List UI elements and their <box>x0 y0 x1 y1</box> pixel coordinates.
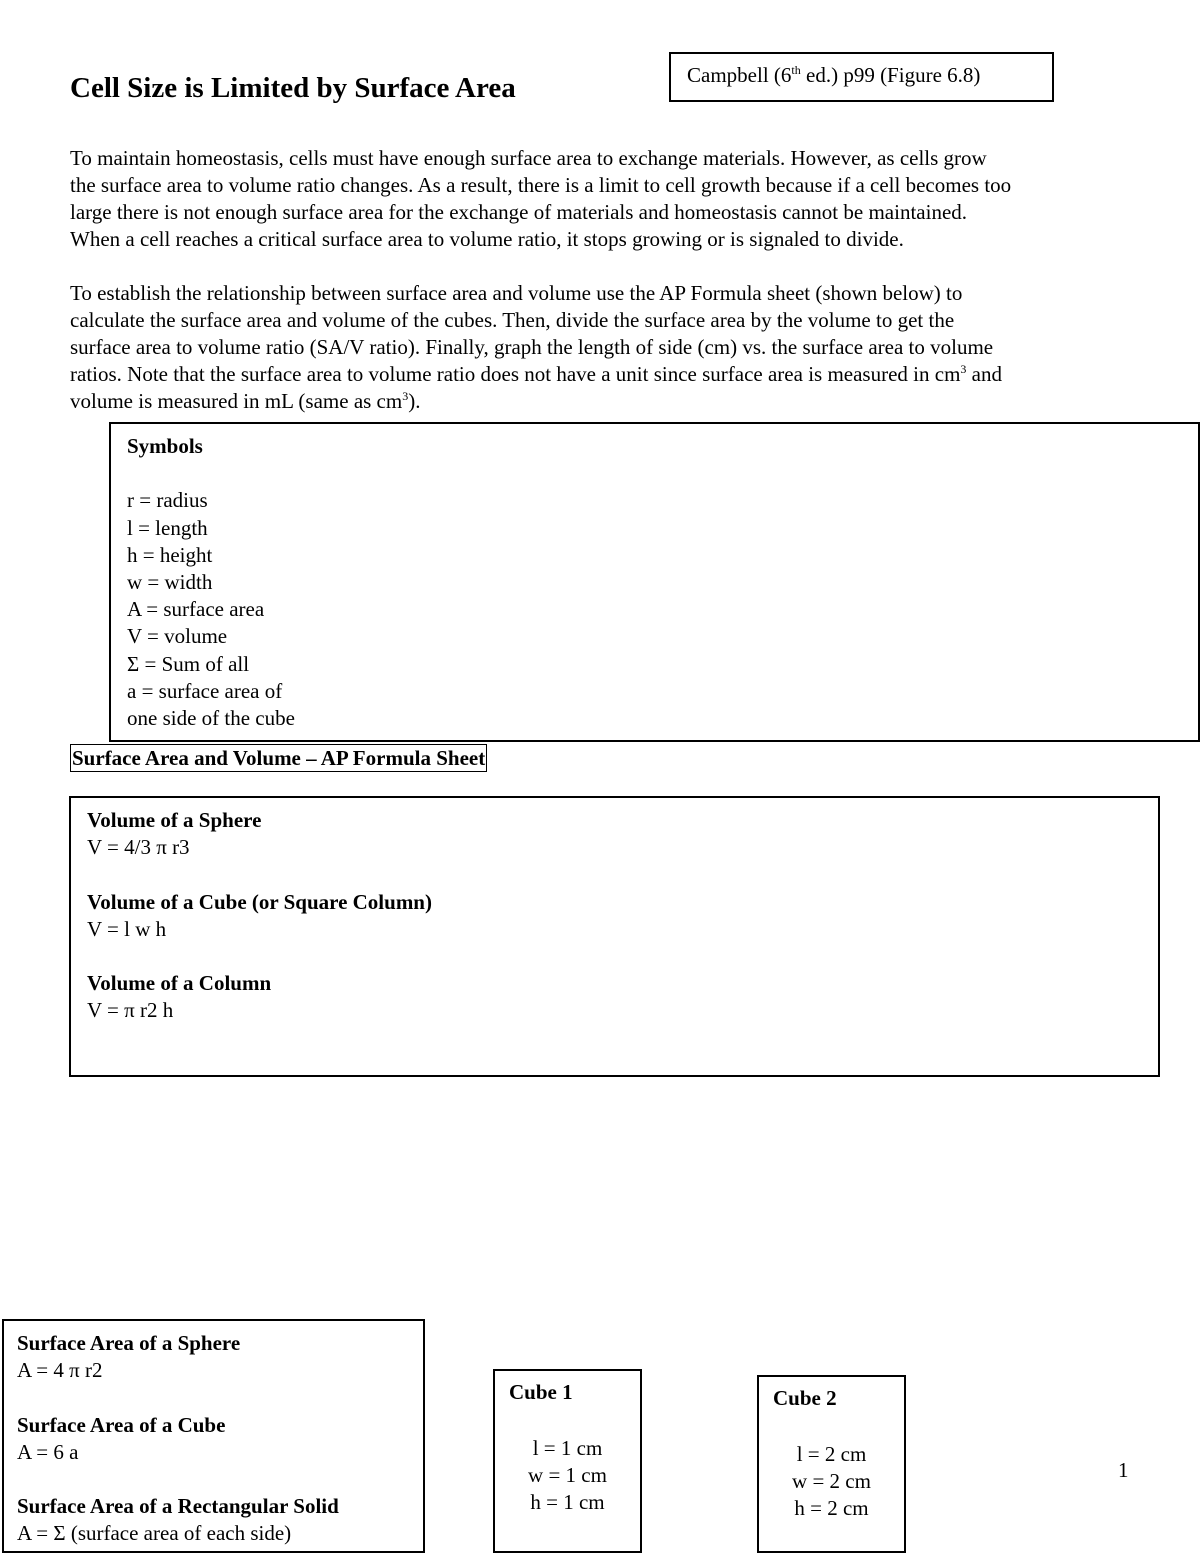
formula-expression: V = π r2 h <box>87 998 174 1023</box>
formula-expression: A = 6 a <box>17 1439 79 1464</box>
formula-expression: A = 4 π r2 <box>17 1358 103 1383</box>
reference-text-post: ed.) p99 (Figure 6.8) <box>800 63 981 87</box>
cube-label: Cube 2 <box>773 1386 837 1410</box>
intro-line: To maintain homeostasis, cells must have enough surface area to exchange materials. However, as cells grow <box>70 146 987 170</box>
method-line4-text: ratios. Note that the surface area to volume ratio does not have a unit since surface area is measured in cm <box>70 362 961 386</box>
symbol-item: Σ = Sum of all <box>127 651 250 676</box>
symbols-heading: Symbols <box>127 434 203 458</box>
method-line <box>70 388 1150 415</box>
intro-paragraph <box>70 145 1150 253</box>
formula-sheet-title: Surface Area and Volume – AP Formula Sheet <box>72 746 486 770</box>
method-line5-end: ). <box>408 389 421 413</box>
cube-label: Cube 1 <box>509 1380 573 1404</box>
cube-height: h = 2 cm <box>794 1496 869 1520</box>
intro-line: When a cell reaches a critical surface area to volume ratio, it stops growing or is signaled to divide. <box>70 227 904 251</box>
formula-name: Volume of a Column <box>87 971 272 996</box>
symbol-item: a = surface area of <box>127 678 283 703</box>
symbol-item: h = height <box>127 542 213 567</box>
volume-formulas-box <box>69 796 1160 1077</box>
symbol-item: w = width <box>127 570 213 594</box>
cube-width: w = 2 cm <box>792 1469 871 1493</box>
cubed-superscript: 3 <box>960 362 967 376</box>
formula-expression: V = 4/3 π r3 <box>87 835 190 860</box>
reference-box <box>669 52 1054 102</box>
cube-2-box <box>757 1375 906 1553</box>
formula-name: Surface Area of a Rectangular Solid <box>17 1494 339 1519</box>
formula-name: Volume of a Sphere <box>87 808 262 832</box>
method-line <box>70 361 1150 388</box>
symbol-item: A = surface area <box>127 597 265 622</box>
cubed-superscript: 3 <box>402 389 409 403</box>
formula-name: Surface Area of a Sphere <box>17 1331 241 1355</box>
intro-line: the surface area to volume ratio changes. As a result, there is a limit to cell growth because if a cell becomes too <box>70 173 1012 197</box>
symbol-item: V = volume <box>127 624 228 649</box>
method-paragraph <box>70 280 1150 415</box>
method-line5-text: volume is measured in mL (same as cm <box>70 389 403 413</box>
cube-width: w = 1 cm <box>528 1463 607 1487</box>
symbol-item: one side of the cube <box>127 706 295 731</box>
method-line4-end: and <box>966 362 1002 386</box>
formula-name: Surface Area of a Cube <box>17 1412 226 1437</box>
reference-superscript: th <box>791 63 801 77</box>
cube-length: l = 1 cm <box>532 1436 603 1460</box>
method-line: surface area to volume ratio (SA/V ratio). Finally, graph the length of side (cm) vs. the surface area to volume <box>70 335 994 359</box>
cube-1-box <box>493 1369 642 1553</box>
formula-expression: A = Σ (surface area of each side) <box>17 1521 292 1546</box>
symbol-item: r = radius <box>127 488 208 513</box>
method-line: To establish the relationship between surface area and volume use the AP Formula sheet (shown below) to <box>70 281 963 305</box>
formula-expression: V = l w h <box>87 916 167 941</box>
page-title: Cell Size is Limited by Surface Area <box>70 72 516 104</box>
reference-text-pre: Campbell (6 <box>687 63 792 87</box>
page-number: 1 <box>1118 1458 1129 1482</box>
method-line: calculate the surface area and volume of the cubes. Then, divide the surface area by the volume to get the <box>70 308 955 332</box>
formula-name: Volume of a Cube (or Square Column) <box>87 889 432 914</box>
symbol-item: l = length <box>127 515 208 540</box>
intro-line: large there is not enough surface area for the exchange of materials and homeostasis cannot be maintained. <box>70 200 968 224</box>
symbols-box <box>109 422 1200 742</box>
surface-formulas-box <box>2 1319 425 1553</box>
cube-height: h = 1 cm <box>530 1490 605 1514</box>
cube-length: l = 2 cm <box>796 1442 867 1466</box>
